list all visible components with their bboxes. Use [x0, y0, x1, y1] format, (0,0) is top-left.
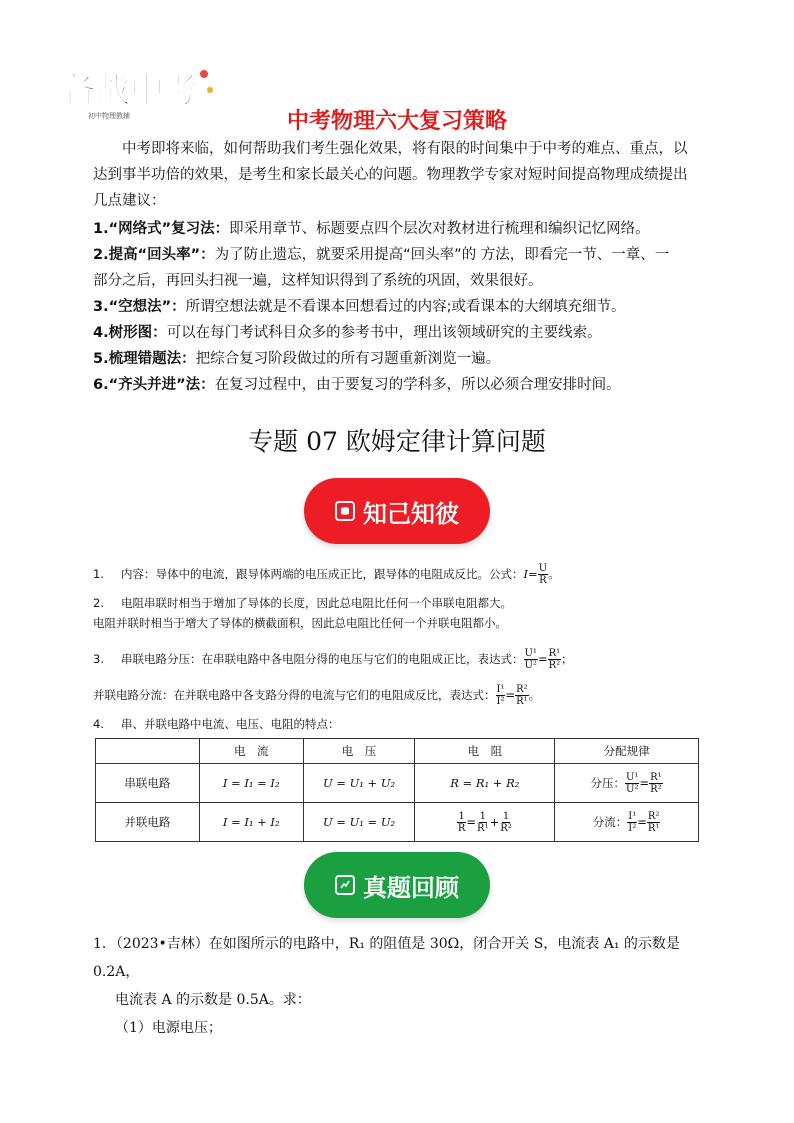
- table-header: 电 压: [303, 739, 415, 764]
- question-line-3: （1）电源电压；: [115, 1020, 222, 1036]
- section-label: 知己知彼: [363, 499, 459, 528]
- chart-icon: [335, 875, 355, 895]
- question-line-2: 电流表 A 的示数是 0.5A。求：: [115, 992, 311, 1008]
- question-line-1: 1．（2023•吉林）在如图所示的电路中，R₁ 的阻值是 30Ω，闭合开关 S，电流表 A₁ 的示数是 0.2A，: [93, 936, 680, 980]
- logo-subtext: 初中物理教辅: [88, 112, 130, 120]
- tip-5: 5.梳理错题法：把综合复习阶段做过的所有习题重新浏览一遍。: [93, 351, 501, 367]
- logo-text: 备战中考: [62, 71, 198, 111]
- table-row: 并联电路 I = I₁ + I₂ U = U₁ = U₂ $\frac{1}{R}$ = $\frac{1}{\text{R¹}}$ + $\frac{1}{\text{R²}}$ 分流： $\frac{\text{I¹}}{\text{I²}}$ = $\frac{\text{R²}}{\text{R¹}}$: [96, 803, 699, 842]
- tip-2-cont: 部分之后，再回头扫视一遍，这样知识得到了系统的巩固，效果很好。: [93, 273, 543, 289]
- knowledge-item-3: 3. 串联电路分压：在串联电路中各电阻分得的电压与它们的电阻成正比，表达式： $\frac{\text{U¹}}{\text{U²}}$ = $\frac{\text{R¹}}{\text{R²}}$ ；: [93, 648, 573, 671]
- table-header: 电 流: [199, 739, 303, 764]
- formula-fraction: $\frac{U}{R}$: [538, 563, 548, 586]
- tip-4: 4.树形图：可以在每门考试科目众多的参考书中，理出该领域研究的主要线索。: [93, 325, 602, 341]
- main-title: 中考物理六大复习策略: [286, 109, 507, 134]
- tips-list: [93, 216, 713, 398]
- intro-line-3: 几点建议：: [93, 193, 166, 209]
- table-header: 电 阻: [415, 739, 555, 764]
- knowledge-item-1: 1. 内容：导体中的电流，跟导体两端的电压成正比，跟导体的电阻成反比。公式：I= $\frac{U}{R}$ 。: [93, 563, 560, 586]
- tip-3: 3.“空想法”：所谓空想法就是不看课本回想看过的内容;或看课本的大纲填充细节。: [93, 299, 626, 315]
- section-label: 真题回顾: [363, 873, 459, 902]
- tip-2: 2.提高“回头率”：为了防止遗忘，就要采用提高“回头率”的 方法，即看完一节、一章、一: [93, 247, 670, 263]
- table-header-row: [96, 739, 699, 764]
- row-label: 并联电路: [96, 803, 200, 842]
- section-banner-zhijizhibi: [304, 478, 490, 544]
- intro-paragraph: [93, 136, 713, 214]
- knowledge-item-2: 2. 电阻串联时相当于增加了导体的长度，因此总电阻比任何一个串联电阻都大。 电阻并联时相当于增大了导体的横截面积，因此总电阻比任何一个并联电阻都小。: [93, 596, 512, 630]
- intro-line-1: 中考即将来临，如何帮助我们考生强化效果，将有限的时间集中于中考的难点、重点，以: [122, 141, 688, 157]
- tip-1: 1.“网络式”复习法：即采用章节、标题要点四个层次对教材进行梳理和编织记忆网络。: [93, 221, 650, 237]
- row-label: 串联电路: [96, 764, 200, 803]
- circuit-characteristics-table: [95, 738, 699, 842]
- tip-6: 6.“齐头并进”法：在复习过程中，由于要复习的学科多，所以必须合理安排时间。: [93, 377, 621, 393]
- knowledge-item-4: 4. 串、并联电路中电流、电压、电阻的特点：: [93, 717, 340, 731]
- section-banner-zhentihuigu: [304, 852, 490, 918]
- question-1: [93, 930, 713, 1042]
- book-icon: [335, 501, 355, 521]
- topic-title: 专题 07 欧姆定律计算问题: [248, 427, 546, 456]
- table-header: 分配规律: [555, 739, 699, 764]
- intro-line-2: 达到事半功倍的效果，是考生和家长最关心的问题。物理教学专家对短时间提高物理成绩提出: [93, 167, 688, 183]
- knowledge-item-3b: 并联电路分流：在并联电路中各支路分得的电流与它们的电阻成反比，表达式： $\frac{\text{I¹}}{\text{I²}}$ = $\frac{\text{R²}}{\text{R¹}}$ 。: [93, 684, 541, 707]
- table-row: 串联电路 I = I₁ = I₂ U = U₁ + U₂ R = R₁ + R₂ 分压： $\frac{\text{U¹}}{\text{U²}}$ = $\frac{\text{R¹}}{\text{R²}}$: [96, 764, 699, 803]
